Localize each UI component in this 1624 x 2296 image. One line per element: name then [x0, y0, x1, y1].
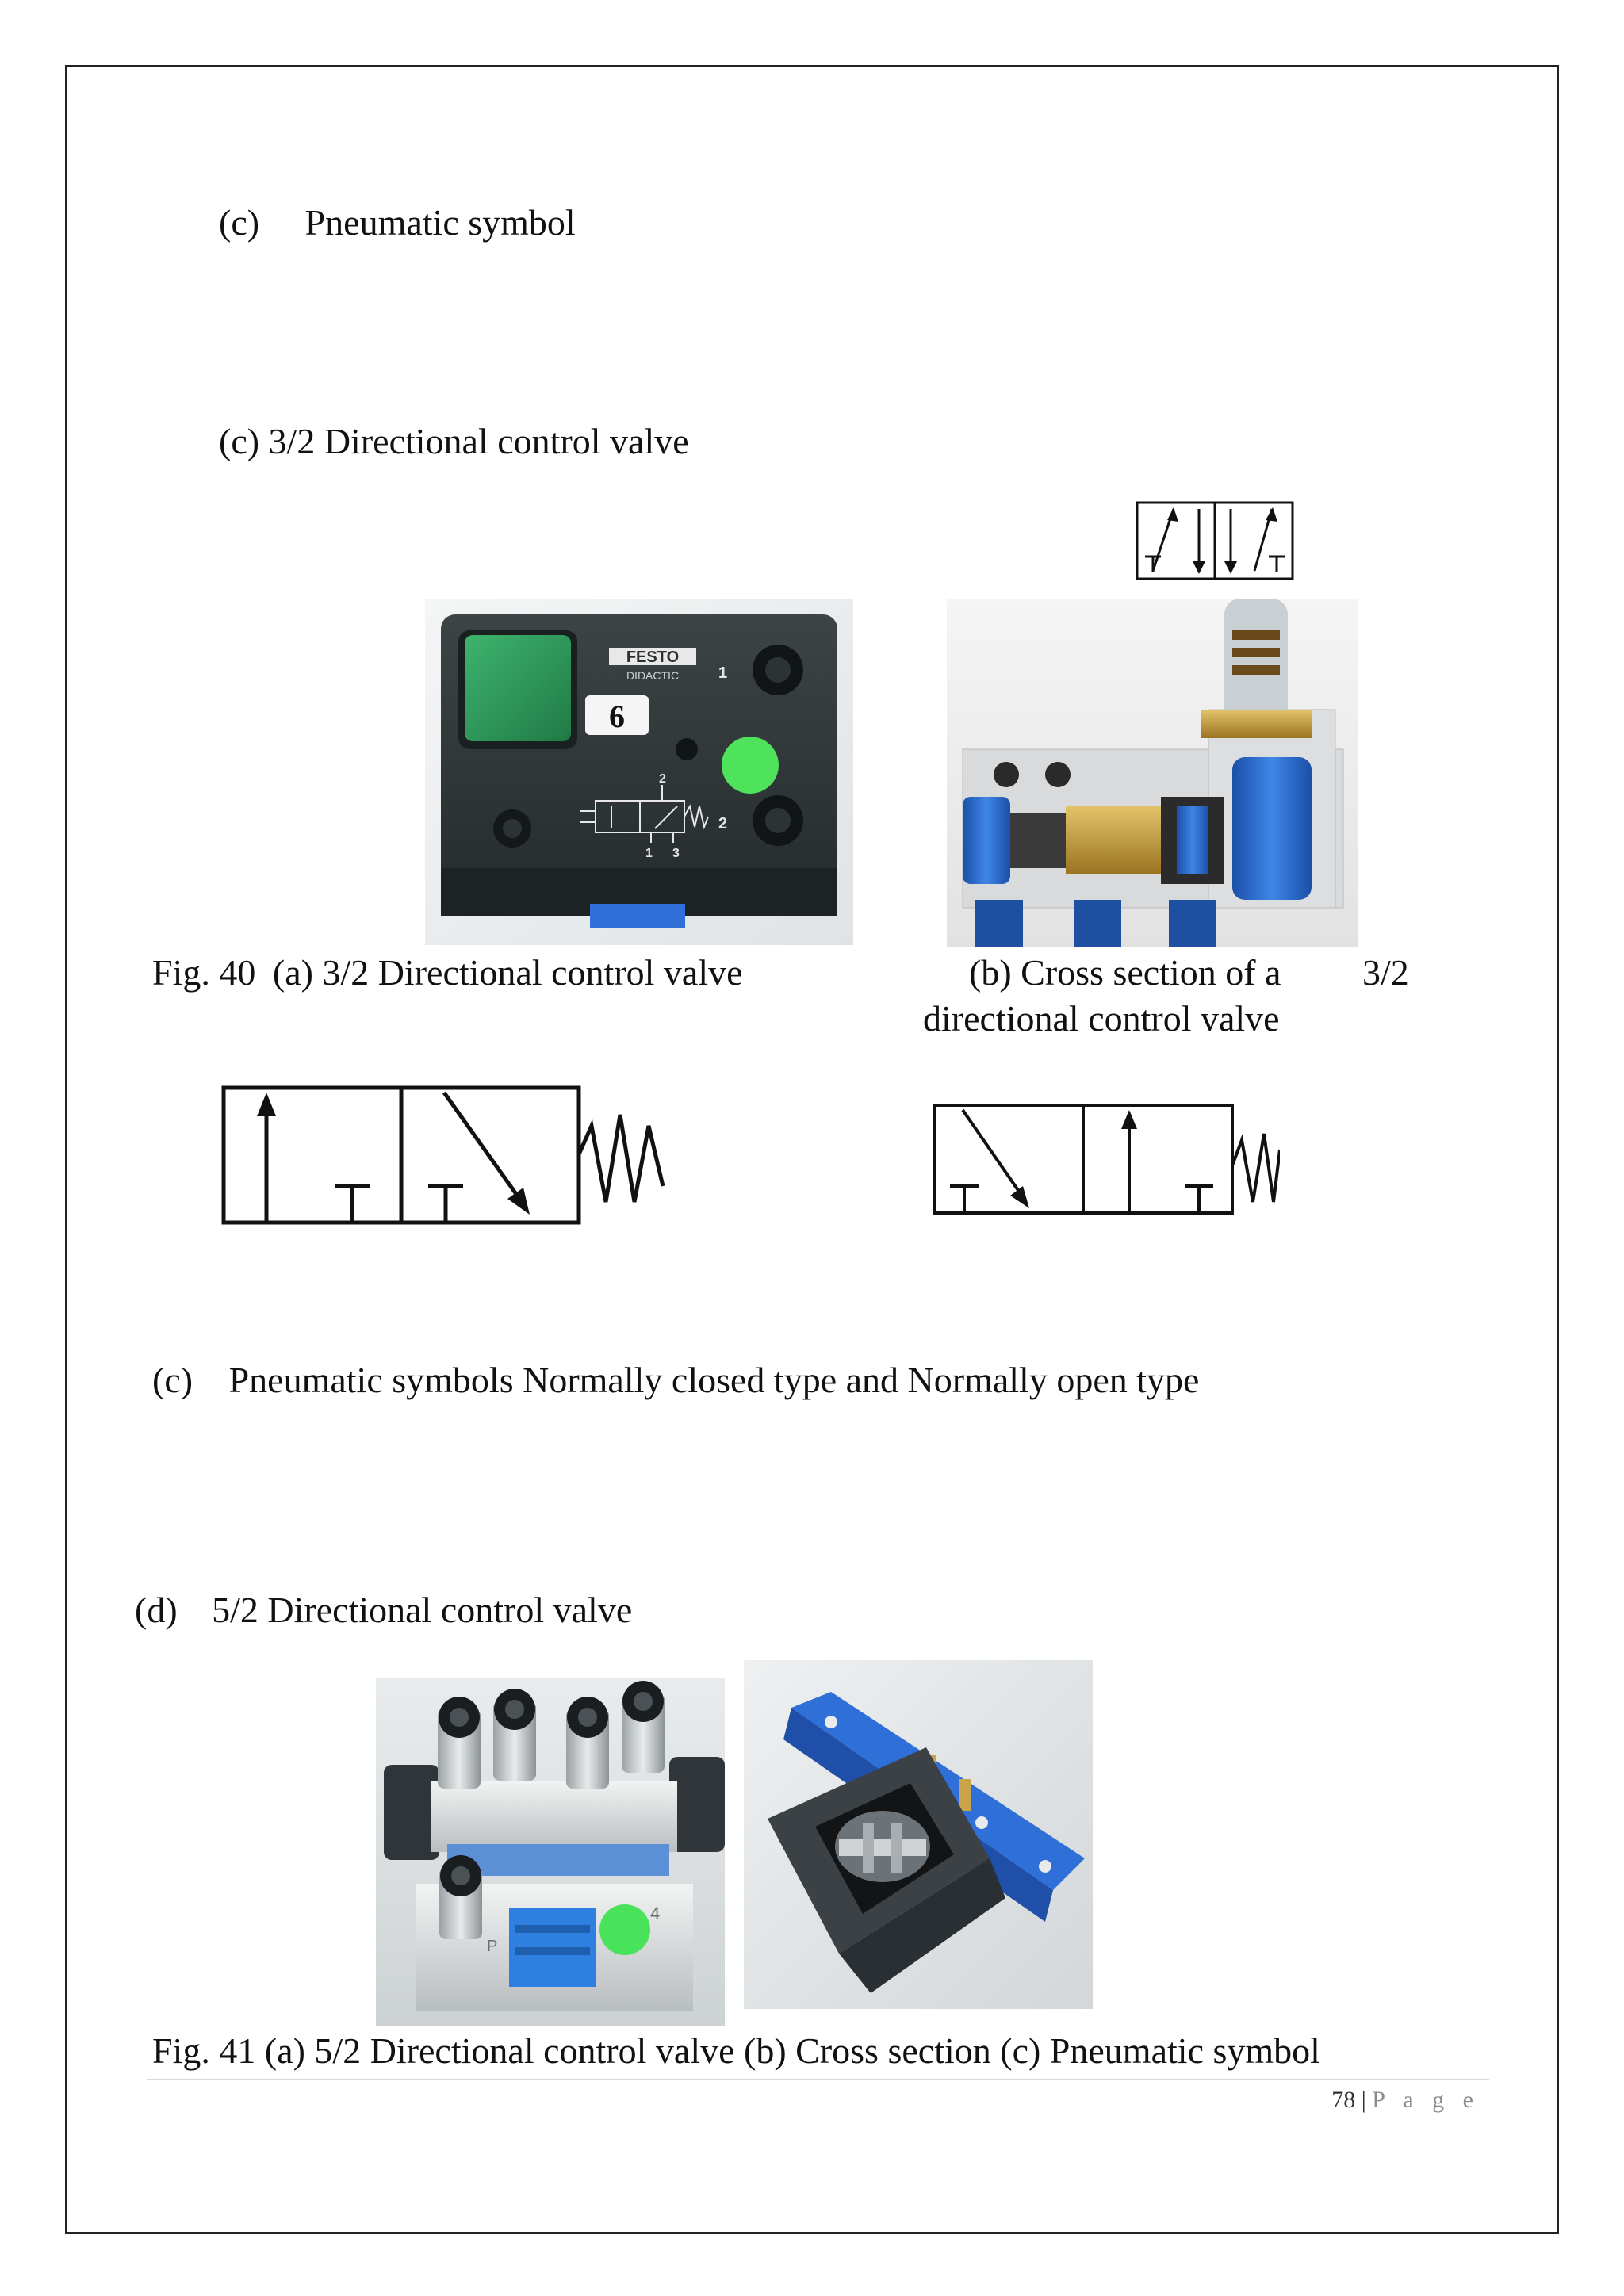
page-word: P a g e [1372, 2087, 1480, 2113]
section-label: (c) [219, 202, 260, 243]
symbols-caption [152, 1360, 1199, 1401]
footer-rule [147, 2079, 1489, 2080]
page-number [1331, 2087, 1480, 2114]
green-marker [722, 737, 779, 794]
normally-closed-symbol [219, 1083, 687, 1229]
fig40-caption-b-line1: (b) Cross section of a [969, 952, 1281, 993]
photo-cross-section-5-2 [744, 1660, 1093, 2009]
page-number-value: 78 [1331, 2087, 1356, 2113]
photo-5-2-valve [376, 1678, 725, 2026]
symbol-port-1: 1 [645, 847, 653, 860]
section-d-label: (d) [135, 1590, 178, 1630]
festo-logo: FESTO [626, 649, 680, 666]
fig41-caption: Fig. 41 (a) 5/2 Directional control valve (b) Cross section (c) Pneumatic symbol [152, 2030, 1320, 2071]
green-marker-52 [599, 1904, 650, 1955]
brand-sub: DIDACTIC [626, 669, 680, 682]
valve-number: 6 [609, 698, 625, 734]
symbol-port-3: 3 [672, 847, 680, 860]
photo-cross-section-3-2 [947, 599, 1358, 947]
symbols-caption-text: Pneumatic symbols Normally closed type and Normally open type [228, 1360, 1200, 1400]
port-label-2: 2 [718, 815, 728, 832]
fig40-label: Fig. 40 [152, 952, 256, 993]
section-text: Pneumatic symbol [304, 202, 576, 243]
fig40-caption-b-line2: directional control valve [923, 998, 1280, 1039]
fig40-caption-a-text: (a) 3/2 Directional control valve [272, 952, 743, 993]
fig40-caption-a [152, 953, 743, 993]
section-d-title [135, 1590, 632, 1631]
page-separator: | [1361, 2087, 1366, 2113]
section-d-text: 5/2 Directional control valve [212, 1590, 633, 1630]
port-label-p: P [487, 1938, 498, 1955]
fig40-caption-b-num: 3/2 [1362, 952, 1409, 993]
small-valve-symbol [1136, 501, 1294, 580]
section-c-pneumatic-symbol [219, 203, 576, 243]
symbols-caption-label: (c) [152, 1360, 193, 1400]
symbol-port-2: 2 [659, 772, 666, 786]
normally-open-symbol [931, 1102, 1280, 1218]
photo-3-2-valve [425, 599, 853, 945]
section-c-3-2-title: (c) 3/2 Directional control valve [219, 421, 689, 461]
port-label-4: 4 [650, 1904, 661, 1923]
port-label-1: 1 [718, 664, 728, 682]
